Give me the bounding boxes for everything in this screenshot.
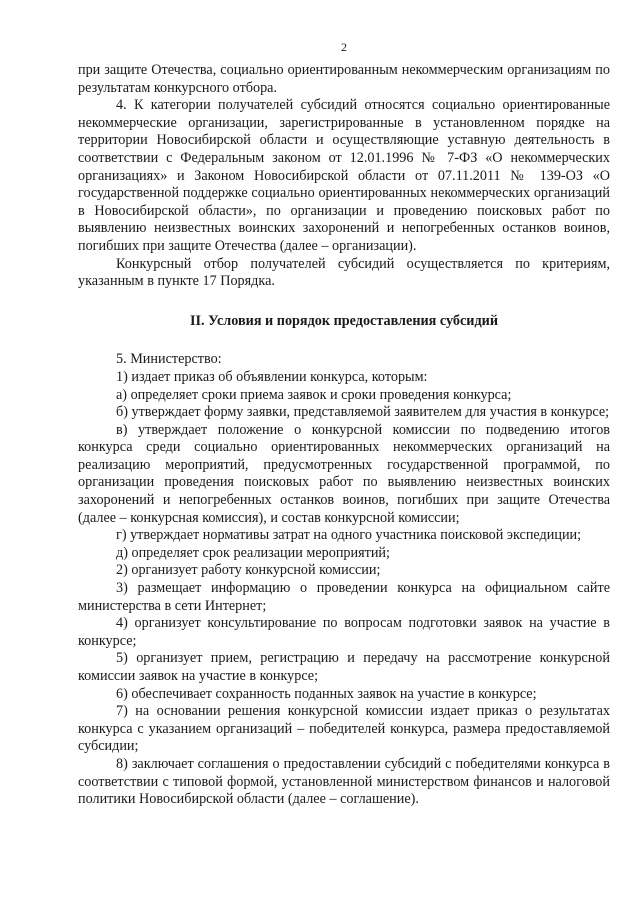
subitem-2: 2) организует работу конкурсной комиссии; xyxy=(116,562,381,579)
subitem-6: 6) обеспечивает сохранность поданных заявок на участие в конкурсе; xyxy=(116,685,537,702)
subitem-1a: а) определяет сроки приема заявок и сроки проведения конкурса; xyxy=(116,386,512,403)
subitem-1v: в) утверждает положение о конкурсной комиссии по подведению итогов конкурса среди социально ориентированных некоммерческих организаций на реализацию мероприятий, предусмотренных государственной программой, по организации проведения поисковых работ по выявлению неизвестных воинских захоронений и непогребенных останков воинов, погибших при защите Отечества (далее – конкурсная комиссия), и состав конкурсной комиссии; xyxy=(78,421,610,526)
subitem-1: 1) издает приказ об объявлении конкурса, которым: xyxy=(116,368,428,385)
paragraph-selection-criteria: Конкурсный отбор получателей субсидий осуществляется по критериям, указанным в пункте 17 Порядка. xyxy=(78,255,610,290)
subitem-5: 5) организует прием, регистрацию и передачу на рассмотрение конкурсной комиссии заявок на участие в конкурсе; xyxy=(78,650,610,684)
subitem-1b: б) утверждает форму заявки, представляемой заявителем для участия в конкурсе; xyxy=(116,404,610,421)
subitem-3: 3) размещает информацию о проведении конкурса на официальном сайте министерства в сети Интернет; xyxy=(78,580,610,614)
document-body xyxy=(78,62,610,809)
paragraph-item-5: 5. Министерство: xyxy=(116,351,222,368)
subitem-8: 8) заключает соглашения о предоставлении субсидий с победителями конкурса в соответствии с типовой формой, установленной министерством финансов и налоговой политики Новосибирской области (далее – соглашение). xyxy=(78,755,610,808)
subitem-7: 7) на основании решения конкурсной комиссии издает приказ о результатах конкурса с указанием организаций – победителей конкурса, размера предоставляемой субсидии; xyxy=(78,703,610,755)
subitem-4: 4) организует консультирование по вопросам подготовки заявок на участие в конкурсе; xyxy=(78,615,610,649)
paragraph-continuation: при защите Отечества, социально ориентированным некоммерческим организациям по результатам конкурсного отбора. xyxy=(78,62,610,96)
subitem-1g: г) утверждает нормативы затрат на одного участника поисковой экспедиции; xyxy=(116,527,582,544)
paragraph-item-4: 4. К категории получателей субсидий относятся социально ориентированные некоммерческие организации, зарегистрированные в установленном порядке на территории Новосибирской области и осуществляющие уставную деятельность в соответствии с Федеральным законом от 12.01.1996 № 7-ФЗ «О некоммерческих организациях» и Законом Новосибирской области от 07.11.2011 № 139-ОЗ «О государственной поддержке социально ориентированных некоммерческих организаций в Новосибирской области», по организации и проведению поисковых работ по выявлению неизвестных воинских захоронений и непогребенных останков воинов, погибших при защите Отечества (далее – организации). xyxy=(78,97,610,254)
page-number: 2 xyxy=(341,40,347,54)
subitem-1d: д) определяет срок реализации мероприятий; xyxy=(116,544,390,561)
section-heading: II. Условия и порядок предоставления субсидий xyxy=(189,312,498,329)
